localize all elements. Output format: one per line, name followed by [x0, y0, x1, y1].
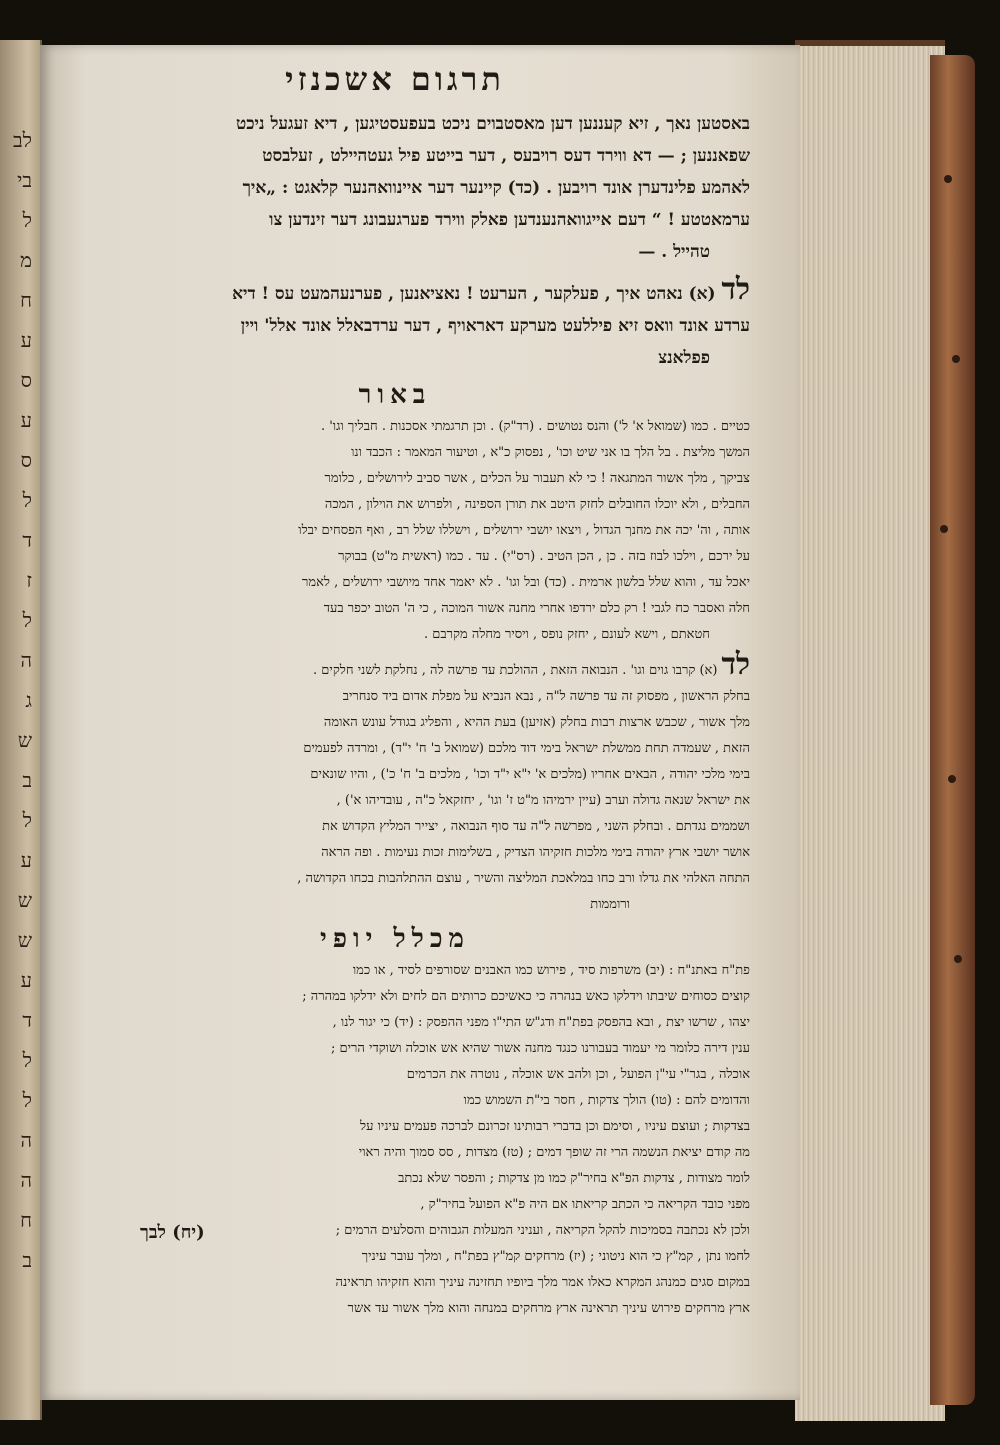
biur-verse-line: (א) קרבו גוים וגו' . הנבואה הזאת , ההולכת עד פרשה לה , נחלקת לשני חלקים .	[313, 663, 718, 678]
text-line: פת"ח באתנ"ח : (יב) משרפות סיד , פירוש כמו האבנים שסורפים לסיד , או כמו	[352, 963, 750, 978]
facing-page-edge	[0, 40, 42, 1420]
facing-page-fragment: ע	[20, 408, 32, 432]
facing-page-fragment: ח	[20, 288, 32, 312]
mikhlal-yofi-heading: מכלל יופי	[320, 924, 470, 954]
biur-commentary	[40, 414, 750, 648]
facing-page-fragment: ס	[20, 368, 32, 392]
book-page-edges	[795, 40, 945, 1421]
text-line: אוכלה , בגר"י עי"ן הפועל , וכן ולהב אש אוכלה , נוטרה את הכרמים	[406, 1067, 750, 1082]
facing-page-fragment: ס	[20, 448, 32, 472]
chapter-label-repeat: לד	[721, 647, 750, 682]
text-line: את ישראל שנאה גדולה וערב (עיין ירמיהו מ"ט ז' וגו' , יחזקאל כ"ה , עובדיהו א') ,	[336, 793, 750, 808]
facing-page-fragment: ה	[20, 1168, 32, 1192]
facing-page-fragment: ל	[22, 488, 32, 512]
facing-page-fragment: ע	[20, 328, 32, 352]
facing-page-fragment: ה	[20, 648, 32, 672]
facing-page-fragment: ל	[22, 208, 32, 232]
text-line: קוצים כסוחים שיבתו וידלקו כאש בנהרה כי כאשיכם כרותים הם לחים ולא ידלקו במהרה ;	[302, 989, 750, 1004]
text-line: ענין דירה כלומר מי יעמוד בעבורנו כנגד מחנה אשור שהיא אש אוכלה ושוקדי הרים ;	[331, 1041, 750, 1056]
text-line: יאכל עד , והוא שלל בלשון ארמית . (כד) ובל וגו' . לא יאמר אחד מיושבי ירושלים , לאמר	[302, 575, 750, 590]
facing-page-fragment: בי	[17, 168, 32, 192]
text-line: החבלים , ולא יוכלו החובלים לחזק היטב את תורן הספינה , ולפרוש את הוילון , המכה	[324, 497, 750, 512]
text-line: התחה האלהי את גדלו ורב כחו במלאכת המליצה והשיר , עוצם ההתלהבות בכחו הקדושה ,	[297, 871, 750, 886]
facing-page-text	[2, 120, 32, 1420]
facing-page-fragment: ב	[22, 1248, 32, 1272]
text-line: על ירכם , וילכו לבוז בזה . כן , הכן הטיב . (רס"י) . עד . כמו (ראשית מ"ט) בבוקר	[338, 549, 750, 564]
text-line: ערדע אונד וואס זיא פיללעט מערקע דאראויף , דער ערדבאלל אונד אלל' ויין	[240, 316, 750, 336]
text-line: הזאת , שעמדה תחת ממשלת ישראל בימי דוד מלכם (שמואל ב' ח' י"ד) , ומרדה לפעמים	[303, 741, 750, 756]
chapter-line: (א) נאהט איך , פעלקער , הערעט ! נאציאנען , פערנעהמעט עס ! דיא	[232, 284, 716, 304]
text-line: מה קודם יציאת הנשמה הרי זה שופך דמים ; (טז) מצדות , סס סמוך והיה ראוי	[358, 1145, 750, 1160]
text-line: והדומים להם : (טו) הולך צדקות , חסר בי"ת השמוש כמו	[463, 1093, 750, 1108]
text-line: בצדקות ; ועוצם עיניו , וסימם וכן בדברי רבותינו זכרונם לברכה פעמים עיניו על	[360, 1119, 750, 1134]
text-line: טהייל . —	[638, 242, 710, 262]
text-line: ורוממות	[590, 897, 630, 912]
facing-page-fragment: מ	[20, 248, 32, 272]
text-line: שפאננען ; — דא ווירד דעס רויבעס , דער בייטע פיל געטהיילט , זעלבסט	[262, 146, 750, 166]
text-line: באסטען נאך , זיא קעננען דען מאסטבוים ניכט בעפעסטיגען , דיא זעגעל ניכט	[235, 114, 750, 134]
text-line: לחמו נתן , קמ"ץ כי הוא ניטוני ; (יז) מרחקים קמ"ץ בפת"ח , ומלך עובר עיניך	[361, 1249, 750, 1264]
text-line: ולכן לא נכתבה בסמיכות להקל הקריאה , ועניני המעלות הגבוהים והסלעים הרמים ;	[335, 1223, 750, 1238]
text-line: לומר מצודות , צדקות הפ"א בחיר"ק כמו מן צדקות ; והפסר שלא נכתב	[398, 1171, 750, 1186]
text-line: בחלק הראשון , מפסוק זה עד פרשה ל"ה , נבא הנביא על מפלת אדום ביד סנחריב	[342, 689, 750, 704]
facing-page-fragment: ל	[22, 608, 32, 632]
text-line: אושר יושבי ארץ יהודה בימי מלכות חזקיהו הצדיק , בשלימות זכות נעימות . ופה הראה	[321, 845, 750, 860]
biur-verse-block	[40, 647, 750, 918]
text-line: בימי מלכי יהודה , הבאים אחריו (מלכים א' י"א י"ד וכו' , מלכים ב' ח' כ') , והיו שונאים	[310, 767, 750, 782]
facing-page-fragment: ש	[17, 728, 32, 752]
text-line: ערמאטטע ! “ דעם אייגוואהנענדען פאלק ווירד פערגעבונג דער זינדען צו	[269, 210, 750, 230]
running-head: תרגום אשכנזי	[285, 60, 505, 98]
page-content	[40, 60, 750, 1316]
facing-page-fragment: ש	[17, 888, 32, 912]
facing-page-fragment: לב	[13, 128, 32, 152]
text-line: חלה ואסבר כח לגבי ! רק כלם ירדפו אחרי מחנה אשור המוכה , כי ה' הטוב יכפר בעד	[323, 601, 750, 616]
facing-page-fragment: ב	[22, 768, 32, 792]
text-line: מפני כובד הקריאה כי הכתב קריאתו אם היה פ"א הפועל בחיר"ק ,	[420, 1197, 750, 1212]
facing-page-fragment: ה	[20, 1128, 32, 1152]
text-line: המשך מליצת . בל הלך בו אני שיט וכו' , נפסוק כ"א , וטיעור המאמר : הכבד ונו	[351, 445, 750, 460]
text-line: ושממים נגדתם . ובחלק השני , מפרשה ל"ה עד סוף הנבואה , יצייר המליץ הקדוש את	[322, 819, 750, 834]
mikhlal-yofi-commentary	[40, 958, 750, 1322]
text-line: חטאתם , וישא לעונם , יחזק נופס , ויסיר מחלה מקרבם .	[424, 627, 710, 642]
facing-page-fragment: ע	[20, 848, 32, 872]
text-line: לאהמע פלינדערן אונד רויבען . (כד) קיינער דער איינוואהנער קלאגט : „איך	[242, 178, 750, 198]
chapter-label: לד	[721, 272, 750, 307]
facing-page-fragment: ל	[22, 1088, 32, 1112]
facing-page-fragment: ד	[22, 1008, 32, 1032]
text-line: פפלאנצ	[658, 348, 710, 368]
text-line: מלך אשור , שכבש ארצות רבות בחלק (אזיען) בעת ההיא , והפליג בגודל עונש האומה	[323, 715, 750, 730]
text-line: יצהו , שרשו יצת , ובא בהפסק בפת"ח ודג"ש התי"ו מפני ההפסק : (יד) כי יגור לנו ,	[332, 1015, 750, 1030]
chapter-block	[40, 274, 750, 374]
facing-page-fragment: ל	[22, 808, 32, 832]
facing-page-fragment: ח	[20, 1208, 32, 1232]
text-line: במקום סגים כמנהג המקרא כאלו אמר מלך ביופיו תחזינה עיניך והוא חזקיהו תראינה	[335, 1275, 750, 1290]
text-line: אותה , וה' יכה את מחנך הגדול , ויצאו יושבי ירושלים , וישללו שלל רב , ואף הפסחים יבלו	[298, 523, 750, 538]
translation-block	[40, 108, 750, 268]
biur-heading: באור	[358, 380, 432, 410]
facing-page-fragment: ג	[25, 688, 32, 712]
facing-page-fragment: ע	[20, 968, 32, 992]
facing-page-fragment: ד	[22, 528, 32, 552]
text-line: ארץ מרחקים פירוש עיניך תראינה ארץ מרחקים במנחה והוא מלך אשור עד אשר	[347, 1301, 750, 1316]
facing-page-fragment: ש	[17, 928, 32, 952]
catchword: (יח) לבך	[140, 1222, 205, 1243]
facing-page-fragment: ז	[26, 568, 32, 592]
book-cover-edge	[930, 55, 975, 1405]
text-line: כטיים . כמו (שמואל א' ל') והנס נטושים . (רד"ק) . וכן תרגמתי אסכנות . חבליך וגו' .	[320, 419, 750, 434]
facing-page-fragment: ל	[22, 1048, 32, 1072]
text-line: צביקך , מלך אשור המתגאה ! כי לא תעבור על הכלים , אשר סביב לירושלים , כלומר	[324, 471, 750, 486]
